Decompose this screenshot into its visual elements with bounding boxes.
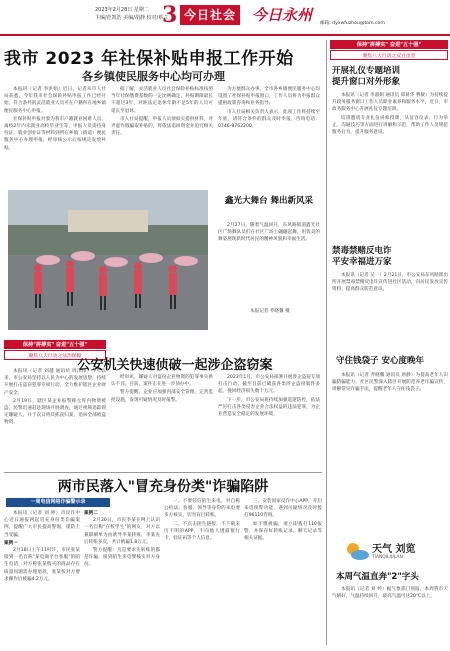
police-banner-main: 保持"拼搏实" 奋进"五十强" — [4, 340, 106, 349]
sidebar-banner-sub: 聚焦八大行动之双百攻坚 — [330, 50, 448, 60]
dance-photo-illustration — [8, 190, 208, 330]
fraud-body-col3 — [164, 498, 240, 646]
fraud-tag — [6, 498, 110, 507]
police-paragraph: 2023年1月，市公安局部署开展涉企盗窃专项打击行动，截至目前已破获各类涉企盗窃案件多起，挽回经济损失数十万元。 — [218, 375, 320, 395]
fraud-body-col2 — [84, 510, 160, 646]
sidebar-banner — [330, 40, 448, 60]
police-paragraph: 下一步，市公安局将持续加强巡逻防控，依法严厉打击各类侵害企业合法权益的违法犯罪，为企业营造安全稳定的发展环境。 — [218, 397, 320, 418]
police-body-col1 — [4, 368, 106, 468]
police-paragraph: 经审讯，嫌疑人对盗窃企业物资的犯罪事实供认不讳。目前，案件正在进一步侦办中。 — [111, 375, 213, 388]
case-label: 案例一 — [4, 540, 18, 546]
sidebar-mid-body — [332, 272, 448, 360]
police-body-col2 — [111, 374, 213, 468]
police-body-col3 — [218, 374, 320, 468]
sidebar-banner-main: 保持"拼搏实" 奋进"五十强" — [330, 40, 448, 49]
sidebar-paragraph: 本报讯（记者 吴一）2月21日，市公安局东风路派出所开展禁毒禁赌反电诈宣传进社区活动，向居民发放宣传资料，提高群众防范意识。 — [332, 273, 448, 293]
column-divider — [326, 40, 327, 645]
sidebar-low-headline: 守住钱袋子 安心度晚年 — [336, 356, 424, 366]
fraud-headline: 两市民落入"冒充身份类"诈骗陷阱 — [57, 479, 269, 495]
lead-paragraph: 本报讯（记者 李洪娟）近日，记者从市人社局获悉，今年我市社会保险补贴申报工作已经开始，符合条件的灵活就业人员可在户籍所在地乡镇便民服务中心申报。 — [4, 87, 106, 114]
case-label: 案例二 — [84, 511, 98, 516]
sidebar-low-body — [332, 372, 448, 532]
sun-cloud-icon — [344, 540, 370, 562]
header-editors: 主编/范凯浩 美编/胡静 校对/蔡立 — [95, 15, 169, 21]
police-headline: 公安机关快速侦破一起涉企盗窃案 — [77, 358, 273, 373]
lead-body-col2 — [111, 86, 213, 186]
fraud-paragraph: 一、不要轻信陌生来电，对自称公检法、客服、领导等身份的来电要多方核实，切勿盲目转账。 — [164, 499, 240, 519]
photo-credit: 本报记者 乔晓馨 摄 — [250, 309, 290, 314]
police-paragraph: 警方提醒，企业应加强内部安全管理，完善监控设施，发现可疑情况及时报警。 — [111, 390, 213, 403]
photo-caption-title: 鑫光大舞台 舞出新风采 — [225, 196, 313, 206]
section-tab: 今日社会 — [180, 5, 240, 25]
sidebar-top-body — [332, 92, 448, 240]
lead-paragraph: 社保补贴申报对象为我市户籍就业困难人员、离校2年内未就业高校毕业生等，申报人员需持身份证、就业创业证等材料到所在乡镇（街道）便民服务中心办理申报，经审核公示后按规定发放补贴。 — [4, 116, 106, 151]
fraud-paragraph: 如不慎被骗，请立即拨打110报警，并保存好转账记录、聊天记录等相关证据。 — [244, 521, 322, 542]
sidebar-paragraph: 本报讯（记者 李淑娟 通讯员 郑易华 曹敏）为持续提升政务服务窗口工作人员职业素养和服务水平，近日，市政务服务中心开展礼仪专题培训。 — [332, 93, 448, 113]
sidebar-top-headline: 开展礼仪专题培训 提升窗口对外形象 — [332, 66, 401, 87]
lead-paragraph: 市人社局相关负责人表示，此项工作将持续至年底，请符合条件的群众及时申报，咨询电话：0746-8762200。 — [218, 109, 320, 130]
dance-photo — [8, 190, 208, 330]
page-number: 3 — [162, 2, 178, 28]
weather-logo-pinyin: TIANQILIULAN — [372, 555, 403, 560]
lead-paragraph: 据了解，灵活就业人员社会保险补贴标准按照当年社保缴费基数的一定比例确定，补贴期限最长不超过3年，对距法定退休年龄不足5年的人员可延长至退休。 — [111, 87, 213, 114]
weather-logo-text: 天气 刘览 — [372, 544, 416, 555]
fraud-paragraph: 警方提醒：凡是要求先转账的都是诈骗，接到陌生来电要核实对方身份。 — [84, 548, 160, 568]
fraud-body-col4 — [244, 498, 322, 646]
lead-body-col3 — [218, 86, 320, 186]
weather-headline: 本周气温直奔"2"字头 — [336, 572, 419, 582]
header-email: 邮箱: dyxwfuzhou@tom.com — [320, 21, 385, 26]
fraud-paragraph: 2月18日上午11时许，市民张某接到一名自称"某电商平台客服"的陌生电话，对方称张某购买的商品存在质量问题需办理退款，张某按对方要求操作后被骗4.2万元。 — [4, 548, 80, 582]
fraud-paragraph: 2月20日，市民李某在网上认识一名自称"在校学生"的网友，对方以兼职刷单为由诱导李某转账，李某先后转账多次，共计被骗1.8万元。 — [84, 518, 160, 545]
police-paragraph: 2月19日，辖区某企业报警称仓库内物资被盗，民警迅速赶赴现场开展调查，通过视频追踪锁定嫌疑人，并于次日将其抓获归案，追回全部被盗物资。 — [4, 398, 106, 426]
lead-headline: 我市 2023 年社保补贴申报工作开始 — [4, 49, 294, 69]
photo-caption-text: 2月27日，随着气温回升，东风路街道鑫光社区广场舞队员们在社区广场上翩翩起舞，用优美的舞姿展现新时代居民的精神风貌和幸福生活。 — [218, 223, 320, 243]
fraud-tag-text: 一周电信网络诈骗警示录 — [30, 499, 86, 505]
lead-subhead: 各乡镇使民服务中心均可办理 — [82, 70, 225, 83]
sidebar-paragraph: 本报讯（记者 乔晓馨 通讯员 唐静）为提高老年人识骗防骗能力，社区民警深入辖区开展防范养老诈骗宣传，讲解常见诈骗手法，提醒老年人守住钱袋子。 — [332, 373, 448, 393]
header-date: 2023年2月28日 星期二 — [95, 7, 149, 13]
paper-logo: 今日永州 — [252, 6, 313, 24]
page-header — [0, 0, 450, 36]
sidebar-mid-headline: 禁毒禁赌反电诈 平安幸福进万家 — [332, 246, 392, 267]
section-rule — [4, 472, 322, 473]
lead-paragraph: 为方便群众办事，全市各乡镇便民服务中心均设置了社保补贴申报窗口，工作人员将为申报群众提供政策咨询和业务指导。 — [218, 87, 320, 107]
sidebar-paragraph: 培训邀请专业礼仪讲师授课，从仪容仪表、行为举止、沟通技巧等方面进行讲解和示范，帮助工作人员规范服务行为，提升服务意识。 — [332, 115, 448, 136]
fraud-paragraph: 二、不点击陌生链接，不下载来历不明的APP，不向他人透露银行卡、验证码等个人信息。 — [164, 521, 240, 542]
weather-logo — [344, 538, 444, 566]
weather-body — [332, 586, 448, 646]
fraud-paragraph: 本报讯（记者 刘 婷）市反诈中心近日通报两起冒充身份类诈骗案例，提醒广大市民提高警惕，谨防上当受骗。 — [4, 511, 80, 538]
police-paragraph: 本报讯（记者 刘越 通讯员 周泽锋）今年以来，市公安局坚持以人民为中心的发展思想，持续开展打击盗窃犯罪专项行动，全力维护辖区企业财产安全。 — [4, 369, 106, 396]
weather-paragraph: 本报讯（记者 刘 婷）据气象部门预报，本周我市天气晴好，气温持续回升，最高气温可达20℃以上。 — [332, 587, 448, 600]
lead-paragraph: 市人社局提醒，申报人员须如实提供材料，对弄虚作假骗取补贴的，将依法追回资金并追究相关责任。 — [111, 116, 213, 137]
police-banner-sub: 聚焦八大行动之法治保障 — [4, 350, 106, 360]
fraud-body-col1 — [4, 510, 80, 646]
fraud-paragraph: 三、安装国家反诈中心APP，开启来电预警功能，遇到可疑情况及时拨打96110咨询。 — [244, 499, 322, 519]
